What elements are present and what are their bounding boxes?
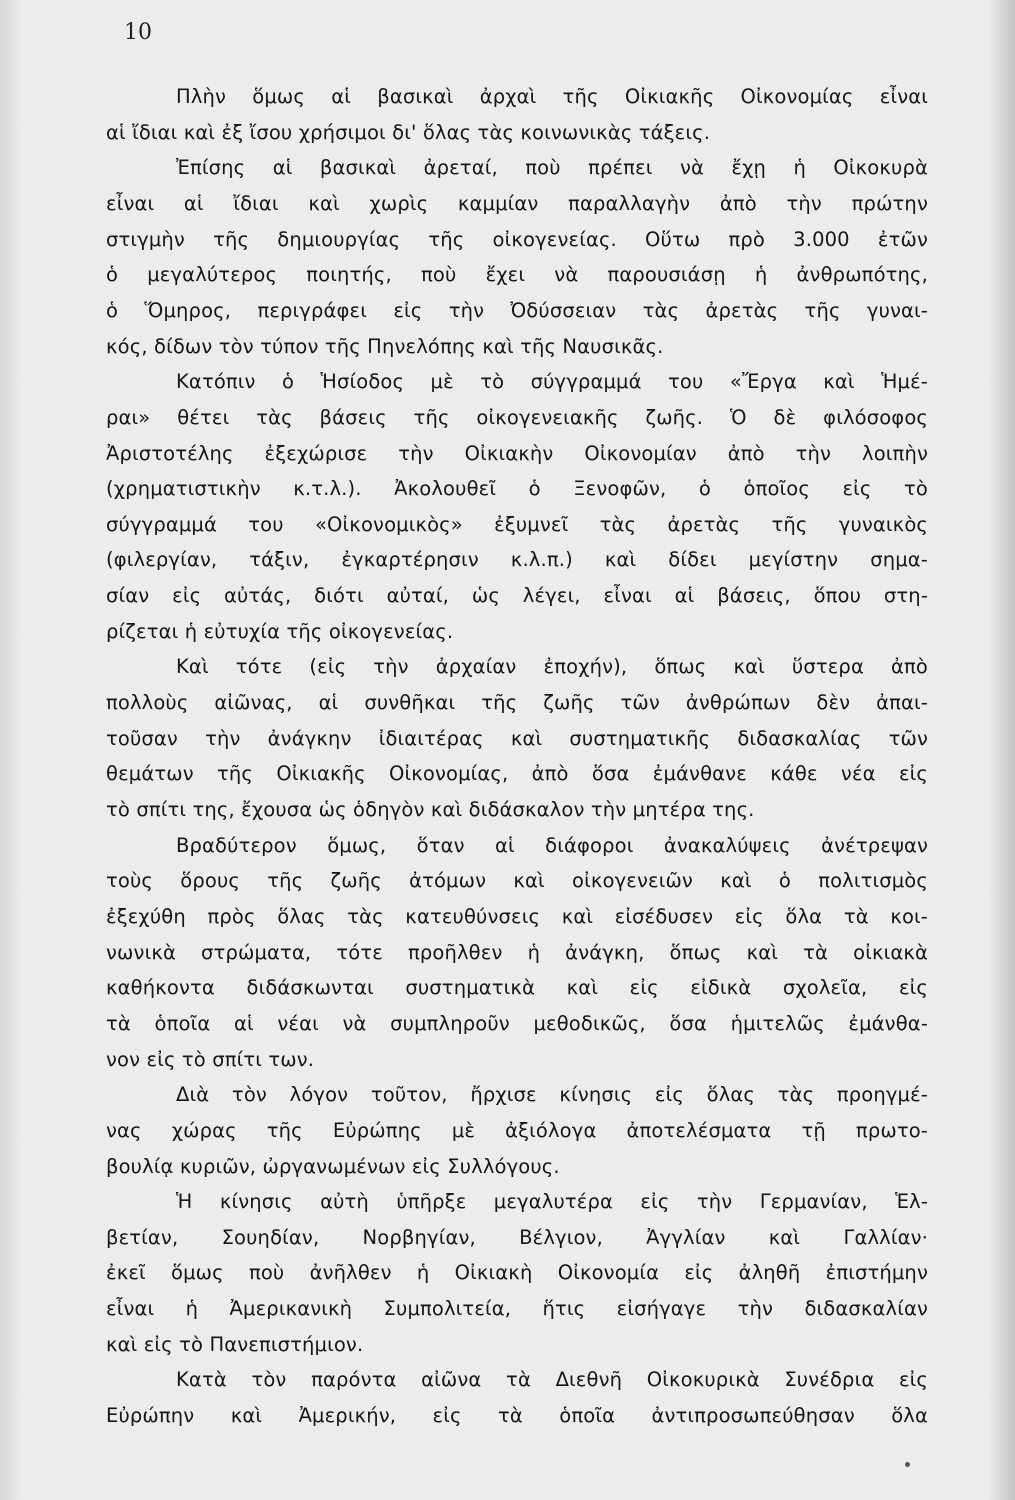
text-line: κός, δίδων τὸν τύπον τῆς Πηνελόπης καὶ τῆς Ναυσικᾶς. [106, 335, 664, 358]
text-line: ὁ μεγαλύτερος ποιητής, ποὺ ἔχει νὰ παρουσιάσῃ ἡ ἀνθρωπότης, [106, 263, 928, 286]
text-line: (φιλεργίαν, τάξιν, ἐγκαρτέρησιν κ.λ.π.) καὶ δίδει μεγίστην σημα- [106, 548, 928, 571]
text-line: (χρηματιστικὴν κ.τ.λ.). Ἀκολουθεῖ ὁ Ξενοφῶν, ὁ ὁποῖος εἰς τὸ [106, 477, 928, 500]
text-line: ρίζεται ἡ εὐτυχία τῆς οἰκογενείας. [106, 620, 454, 643]
text-line: ὁ Ὅμηρος, περιγράφει εἰς τὴν Ὀδύσσειαν τὰς ἀρετὰς τῆς γυναι- [106, 299, 928, 322]
text-line: Ἡ κίνησις αὐτὴ ὑπῆρξε μεγαλυτέρα εἰς τὴν Γερμανίαν, Ἑλ- [176, 1190, 928, 1213]
text-line: ραι» θέτει τὰς βάσεις τῆς οἰκογενειακῆς ζωῆς. Ὁ δὲ φιλόσοφος [106, 406, 928, 429]
text-line: στιγμὴν τῆς δημιουργίας τῆς οἰκογενείας. Οὕτω πρὸ 3.000 ἐτῶν [106, 228, 928, 251]
text-line: καὶ εἰς τὸ Πανεπιστήμιον. [106, 1333, 364, 1356]
page-number: 10 [124, 20, 152, 45]
text-line: σύγγραμμά του «Οἰκονομικὸς» ἐξυμνεῖ τὰς ἀρετὰς τῆς γυναικὸς [106, 513, 928, 536]
text-line: σίαν εἰς αὐτάς, διότι αὐταί, ὡς λέγει, εἶναι αἱ βάσεις, ὅπου στη- [106, 584, 928, 607]
text-line: τοὺς ὅρους τῆς ζωῆς ἀτόμων καὶ οἰκογενειῶν καὶ ὁ πολιτισμὸς [106, 869, 928, 892]
text-line: νας χώρας τῆς Εὐρώπης μὲ ἀξιόλογα ἀποτελέσματα τῇ πρωτο- [106, 1119, 928, 1142]
text-line: εἶναι ἡ Ἀμερικανικὴ Συμπολιτεία, ἥτις εἰσήγαγε τὴν διδασκαλίαν [106, 1297, 928, 1320]
text-line: βουλίᾳ κυριῶν, ὠργανωμένων εἰς Συλλόγους. [106, 1155, 560, 1178]
text-line: Εὐρώπην καὶ Ἀμερικήν, εἰς τὰ ὁποῖα ἀντιπροσωπεύθησαν ὅλα [106, 1404, 928, 1427]
text-line: Βραδύτερον ὅμως, ὅταν αἱ διάφοροι ἀνακαλύψεις ἀνέτρεψαν [176, 834, 928, 857]
text-line: βετίαν, Σουηδίαν, Νορβηγίαν, Βέλγιον, Ἀγγλίαν καὶ Γαλλίαν· [106, 1226, 928, 1249]
text-line: Πλὴν ὅμως αἱ βασικαὶ ἀρχαὶ τῆς Οἰκιακῆς Οἰκονομίας εἶναι [176, 85, 928, 108]
text-line: ἐκεῖ ὅμως ποὺ ἀνῆλθεν ἡ Οἰκιακὴ Οἰκονομία εἰς ἀληθῆ ἐπιστήμην [106, 1261, 928, 1284]
text-line: νωνικὰ στρώματα, τότε προῆλθεν ἡ ἀνάγκη, ὅπως καὶ τὰ οἰκιακὰ [106, 941, 928, 964]
text-line: Ἀριστοτέλης ἐξεχώρισε τὴν Οἰκιακὴν Οἰκονομίαν ἀπὸ τὴν λοιπὴν [106, 442, 928, 465]
text-line: Διὰ τὸν λόγον τοῦτον, ἤρχισε κίνησις εἰς ὅλας τὰς προηγμέ- [176, 1083, 928, 1106]
text-line: τοῦσαν τὴν ἀνάγκην ἰδιαιτέρας καὶ συστηματικῆς διδασκαλίας τῶν [106, 727, 928, 750]
text-line: καθήκοντα διδάσκωνται συστηματικὰ καὶ εἰς εἰδικὰ σχολεῖα, εἰς [106, 976, 928, 999]
text-line: Καὶ τότε (εἰς τὴν ἀρχαίαν ἐποχήν), ὅπως καὶ ὕστερα ἀπὸ [176, 655, 928, 678]
ink-speck [905, 1462, 910, 1467]
text-line: θεμάτων τῆς Οἰκιακῆς Οἰκονομίας, ἀπὸ ὅσα ἐμάνθανε κάθε νέα εἰς [106, 762, 928, 785]
text-line: τὸ σπίτι της, ἔχουσα ὡς ὁδηγὸν καὶ διδάσκαλον τὴν μητέρα της. [106, 798, 755, 821]
text-line: εἶναι αἱ ἴδιαι καὶ χωρὶς καμμίαν παραλλαγὴν ἀπὸ τὴν πρώτην [106, 192, 928, 215]
text-line: πολλοὺς αἰῶνας, αἱ συνθῆκαι τῆς ζωῆς τῶν ἀνθρώπων δὲν ἀπαι- [106, 691, 928, 714]
text-line: Κατὰ τὸν παρόντα αἰῶνα τὰ Διεθνῆ Οἰκοκυρικὰ Συνέδρια εἰς [176, 1368, 928, 1391]
text-line: Ἐπίσης αἱ βασικαὶ ἀρεταί, ποὺ πρέπει νὰ ἔχῃ ἡ Οἰκοκυρὰ [176, 156, 928, 179]
text-line: ἐξεχύθη πρὸς ὅλας τὰς κατευθύνσεις καὶ εἰσέδυσεν εἰς ὅλα τὰ κοι- [106, 905, 928, 928]
text-line: Κατόπιν ὁ Ἡσίοδος μὲ τὸ σύγγραμμά του «Ἔργα καὶ Ἡμέ- [176, 370, 928, 393]
text-line: νον εἰς τὸ σπίτι των. [106, 1048, 315, 1071]
text-line: τὰ ὁποῖα αἱ νέαι νὰ συμπληροῦν μεθοδικῶς, ὅσα ἡμιτελῶς ἐμάνθα- [106, 1012, 928, 1035]
text-line: αἱ ἴδιαι καὶ ἐξ ἴσου χρήσιμοι δι' ὅλας τὰς κοινωνικὰς τάξεις. [106, 121, 711, 144]
